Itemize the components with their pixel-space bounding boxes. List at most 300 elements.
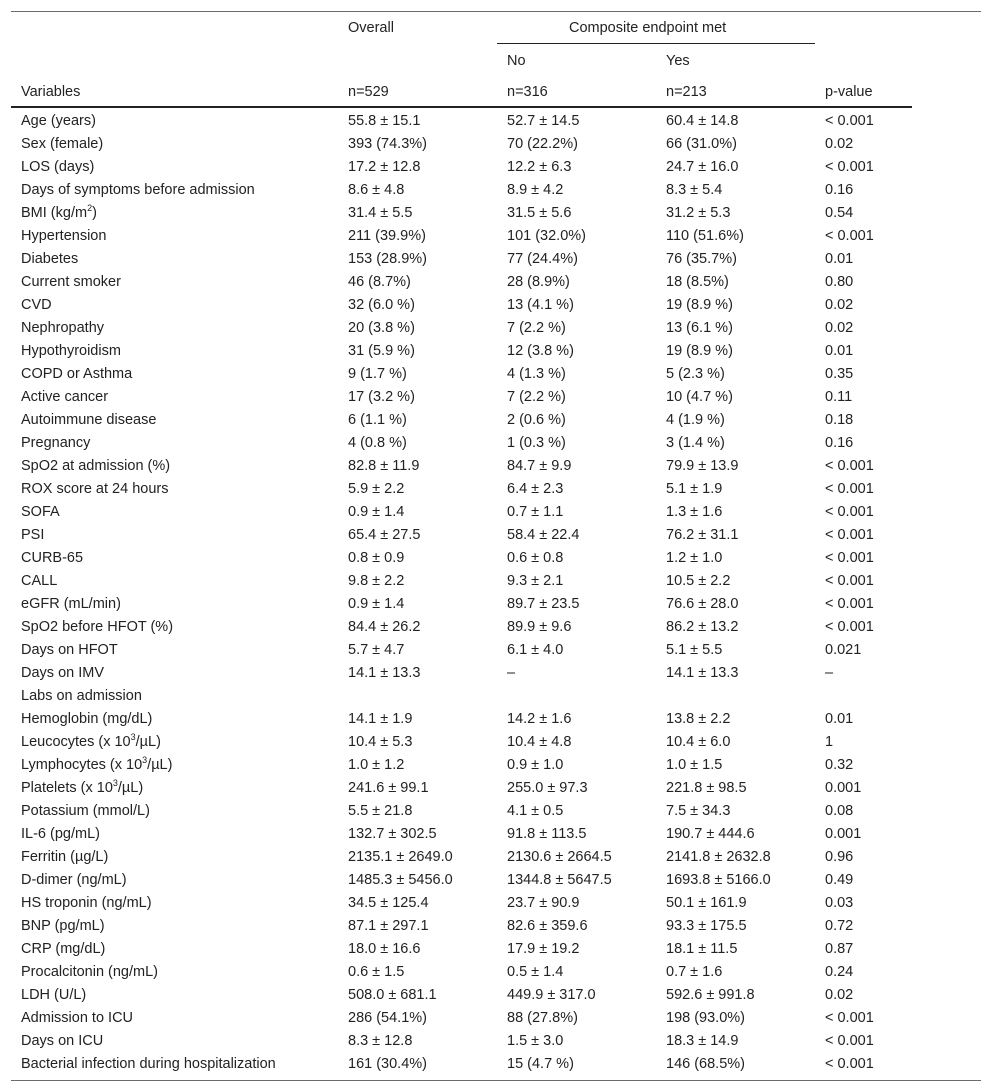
cell-variable (21, 893, 152, 913)
cell-pvalue: 0.32 (825, 757, 854, 773)
table-row (0, 248, 992, 271)
cell-no: 12 (3.8 %) (507, 343, 574, 359)
cell-variable (21, 640, 118, 660)
cell-no: 52.7 ± 14.5 (507, 113, 580, 129)
cell-pvalue: 0.80 (825, 274, 854, 290)
cell-no: 255.0 ± 97.3 (507, 780, 588, 796)
variable-label: Days on IMV (21, 665, 104, 681)
cell-variable (21, 663, 104, 683)
cell-variable (21, 617, 173, 637)
cell-variable (21, 985, 86, 1005)
variable-label: Lymphocytes (x 10 (21, 757, 143, 773)
variable-label: Sex (female) (21, 136, 104, 152)
cell-pvalue: 0.01 (825, 343, 854, 359)
cell-overall: 132.7 ± 302.5 (348, 826, 437, 842)
cell-pvalue: 0.02 (825, 136, 854, 152)
cell-variable (21, 272, 121, 292)
variable-label-tail: /µL) (147, 757, 173, 773)
cell-overall: 153 (28.9%) (348, 251, 427, 267)
cell-pvalue: < 0.001 (825, 573, 874, 589)
cell-overall: 0.9 ± 1.4 (348, 596, 405, 612)
variable-label: Hemoglobin (mg/dL) (21, 711, 153, 727)
cell-pvalue: < 0.001 (825, 113, 874, 129)
header-n-overall: n=529 (348, 84, 389, 100)
table-row (0, 340, 992, 363)
cell-variable (21, 479, 169, 499)
cell-no: 58.4 ± 22.4 (507, 527, 580, 543)
table-row (0, 662, 992, 685)
cell-variable (21, 870, 127, 890)
cell-yes: 60.4 ± 14.8 (666, 113, 739, 129)
table-row (0, 869, 992, 892)
cell-variable (21, 686, 142, 706)
cell-variable (21, 1031, 103, 1051)
variable-label: LOS (days) (21, 159, 95, 175)
cell-no: 8.9 ± 4.2 (507, 182, 564, 198)
cell-pvalue: < 0.001 (825, 1033, 874, 1049)
cell-pvalue: < 0.001 (825, 1010, 874, 1026)
cell-no: 10.4 ± 4.8 (507, 734, 572, 750)
variable-label-tail: /µL) (117, 780, 144, 796)
table-body (0, 110, 992, 1076)
cell-overall: 31.4 ± 5.5 (348, 205, 413, 221)
cell-yes: 86.2 ± 13.2 (666, 619, 739, 635)
header-group: Composite endpoint met (569, 20, 727, 36)
cell-variable (21, 916, 105, 936)
cell-variable (21, 732, 161, 752)
cell-yes: 1.3 ± 1.6 (666, 504, 723, 520)
cell-yes: 592.6 ± 991.8 (666, 987, 755, 1003)
variable-label: BMI (kg/m (21, 205, 88, 221)
cell-variable (21, 801, 150, 821)
cell-no: 2 (0.6 %) (507, 412, 566, 428)
cell-variable (21, 157, 94, 177)
variable-label: Platelets (x 10 (21, 780, 113, 796)
cell-pvalue: 0.001 (825, 780, 862, 796)
cell-variable (21, 387, 108, 407)
cell-variable (21, 939, 105, 959)
cell-no: 6.1 ± 4.0 (507, 642, 564, 658)
variable-label: D-dimer (ng/mL) (21, 872, 127, 888)
cell-overall: 5.5 ± 21.8 (348, 803, 413, 819)
cell-overall: 9 (1.7 %) (348, 366, 407, 382)
cell-overall: 5.7 ± 4.7 (348, 642, 405, 658)
cell-pvalue: < 0.001 (825, 228, 874, 244)
table-row (0, 731, 992, 754)
cell-no: 77 (24.4%) (507, 251, 578, 267)
variable-label: CRP (mg/dL) (21, 941, 106, 957)
variable-label: Current smoker (21, 274, 121, 290)
table-row (0, 685, 992, 708)
cell-pvalue: 0.16 (825, 182, 854, 198)
cell-variable (21, 180, 255, 200)
table-row (0, 800, 992, 823)
cell-overall: 161 (30.4%) (348, 1056, 427, 1072)
cell-yes: 66 (31.0%) (666, 136, 737, 152)
cell-overall: 84.4 ± 26.2 (348, 619, 421, 635)
table-row (0, 294, 992, 317)
cell-no: 17.9 ± 19.2 (507, 941, 580, 957)
cell-variable (21, 755, 172, 775)
table-row (0, 915, 992, 938)
variable-label: ROX score at 24 hours (21, 481, 169, 497)
cell-overall: 18.0 ± 16.6 (348, 941, 421, 957)
table-row (0, 938, 992, 961)
table-row (0, 1030, 992, 1053)
cell-pvalue: 0.96 (825, 849, 854, 865)
cell-overall: 31 (5.9 %) (348, 343, 415, 359)
cell-yes: 14.1 ± 13.3 (666, 665, 739, 681)
cell-variable (21, 341, 121, 361)
variable-label: LDH (U/L) (21, 987, 87, 1003)
variable-label: Autoimmune disease (21, 412, 157, 428)
cell-overall: 8.3 ± 12.8 (348, 1033, 413, 1049)
cell-overall: 46 (8.7%) (348, 274, 411, 290)
cell-variable (21, 433, 90, 453)
cell-yes: 1693.8 ± 5166.0 (666, 872, 771, 888)
cell-no: 70 (22.2%) (507, 136, 578, 152)
cell-yes: 31.2 ± 5.3 (666, 205, 731, 221)
cell-pvalue: 0.001 (825, 826, 862, 842)
table-bottom-rule (11, 1080, 981, 1081)
variable-label: Days on ICU (21, 1033, 104, 1049)
table-row (0, 823, 992, 846)
variable-label: eGFR (mL/min) (21, 596, 121, 612)
table-row (0, 593, 992, 616)
cell-no: 1.5 ± 3.0 (507, 1033, 564, 1049)
cell-no: 101 (32.0%) (507, 228, 586, 244)
cell-yes: 24.7 ± 16.0 (666, 159, 739, 175)
table-top-rule (11, 11, 981, 12)
cell-yes: 10.4 ± 6.0 (666, 734, 731, 750)
cell-yes: 79.9 ± 13.9 (666, 458, 739, 474)
table-row (0, 409, 992, 432)
cell-pvalue: 0.02 (825, 320, 854, 336)
cell-yes: 18 (8.5%) (666, 274, 729, 290)
variable-label: Nephropathy (21, 320, 105, 336)
cell-no: 15 (4.7 %) (507, 1056, 574, 1072)
variable-label: PSI (21, 527, 45, 543)
cell-overall: 2135.1 ± 2649.0 (348, 849, 453, 865)
cell-pvalue: < 0.001 (825, 527, 874, 543)
cell-overall: 34.5 ± 125.4 (348, 895, 429, 911)
table-row (0, 570, 992, 593)
cell-overall: 17.2 ± 12.8 (348, 159, 421, 175)
cell-pvalue: 0.87 (825, 941, 854, 957)
cell-yes: 190.7 ± 444.6 (666, 826, 755, 842)
variable-label: SpO2 before HFOT (%) (21, 619, 174, 635)
table-row (0, 179, 992, 202)
cell-no: 13 (4.1 %) (507, 297, 574, 313)
cell-yes: 110 (51.6%) (666, 228, 744, 244)
cell-yes: 7.5 ± 34.3 (666, 803, 731, 819)
cell-overall: 1.0 ± 1.2 (348, 757, 405, 773)
cell-pvalue: < 0.001 (825, 504, 874, 520)
cell-no: 31.5 ± 5.6 (507, 205, 572, 221)
cell-overall: 65.4 ± 27.5 (348, 527, 421, 543)
table-row (0, 455, 992, 478)
table-row (0, 639, 992, 662)
variable-label: IL-6 (pg/mL) (21, 826, 100, 842)
cell-overall: 14.1 ± 13.3 (348, 665, 421, 681)
cell-overall: 87.1 ± 297.1 (348, 918, 429, 934)
variable-label: Active cancer (21, 389, 109, 405)
cell-yes: 1.0 ± 1.5 (666, 757, 723, 773)
cell-pvalue: 0.01 (825, 251, 854, 267)
cell-variable (21, 249, 78, 269)
cell-yes: 2141.8 ± 2632.8 (666, 849, 771, 865)
variable-label: CVD (21, 297, 52, 313)
cell-no: 9.3 ± 2.1 (507, 573, 564, 589)
cell-no: 1 (0.3 %) (507, 435, 566, 451)
variable-label: Procalcitonin (ng/mL) (21, 964, 158, 980)
cell-overall: 5.9 ± 2.2 (348, 481, 405, 497)
cell-pvalue: 0.49 (825, 872, 854, 888)
cell-yes: 8.3 ± 5.4 (666, 182, 723, 198)
variable-label-tail: ) (92, 205, 97, 221)
cell-overall: 14.1 ± 1.9 (348, 711, 413, 727)
cell-yes: 1.2 ± 1.0 (666, 550, 723, 566)
variable-label: Ferritin (µg/L) (21, 849, 109, 865)
cell-yes: 3 (1.4 %) (666, 435, 725, 451)
cell-yes: 221.8 ± 98.5 (666, 780, 747, 796)
cell-variable (21, 824, 100, 844)
cell-no: 91.8 ± 113.5 (507, 826, 587, 842)
variable-label: Age (years) (21, 113, 96, 129)
cell-yes: 13.8 ± 2.2 (666, 711, 731, 727)
cell-overall: 20 (3.8 %) (348, 320, 415, 336)
cell-no: 4 (1.3 %) (507, 366, 566, 382)
cell-yes: 10 (4.7 %) (666, 389, 733, 405)
cell-variable (21, 456, 170, 476)
cell-overall: 8.6 ± 4.8 (348, 182, 405, 198)
cell-no: 0.5 ± 1.4 (507, 964, 564, 980)
variable-superscript: 3 (130, 732, 136, 743)
cell-overall: 9.8 ± 2.2 (348, 573, 405, 589)
cell-overall: 4 (0.8 %) (348, 435, 407, 451)
cell-no: 1344.8 ± 5647.5 (507, 872, 612, 888)
cell-variable (21, 778, 143, 798)
cell-yes: 19 (8.9 %) (666, 343, 733, 359)
table-row (0, 1007, 992, 1030)
cell-pvalue: 0.02 (825, 987, 854, 1003)
cell-overall: 32 (6.0 %) (348, 297, 415, 313)
cell-variable (21, 410, 156, 430)
cell-no: 88 (27.8%) (507, 1010, 578, 1026)
cell-yes: 50.1 ± 161.9 (666, 895, 747, 911)
variable-label: Diabetes (21, 251, 79, 267)
table-row (0, 271, 992, 294)
cell-variable (21, 502, 60, 522)
table-row (0, 524, 992, 547)
table-row (0, 478, 992, 501)
cell-no: 449.9 ± 317.0 (507, 987, 596, 1003)
variable-label: SpO2 at admission (%) (21, 458, 171, 474)
cell-pvalue: 1 (825, 734, 834, 750)
cell-variable (21, 111, 96, 131)
header-pvalue: p-value (825, 84, 873, 100)
cell-yes: 5.1 ± 1.9 (666, 481, 723, 497)
cell-yes: 13 (6.1 %) (666, 320, 733, 336)
variable-label: Days of symptoms before admission (21, 182, 255, 198)
cell-pvalue: 0.11 (825, 389, 853, 405)
cell-pvalue: 0.021 (825, 642, 862, 658)
table-row (0, 432, 992, 455)
cell-variable (21, 709, 152, 729)
group-header-rule (497, 43, 815, 44)
variable-superscript: 3 (142, 755, 148, 766)
cell-no: 28 (8.9%) (507, 274, 570, 290)
cell-yes: 93.3 ± 175.5 (666, 918, 747, 934)
header-overall: Overall (348, 20, 394, 36)
cell-overall: 0.9 ± 1.4 (348, 504, 405, 520)
variable-label: Leucocytes (x 10 (21, 734, 131, 750)
cell-yes: 18.3 ± 14.9 (666, 1033, 739, 1049)
cell-overall: 17 (3.2 %) (348, 389, 415, 405)
header-variables: Variables (21, 84, 81, 100)
variable-label: SOFA (21, 504, 60, 520)
cell-yes: 76.6 ± 28.0 (666, 596, 739, 612)
variable-label: BNP (pg/mL) (21, 918, 105, 934)
table-row (0, 1053, 992, 1076)
cell-pvalue: < 0.001 (825, 596, 874, 612)
cell-no: 7 (2.2 %) (507, 320, 566, 336)
cell-no: 84.7 ± 9.9 (507, 458, 572, 474)
cell-no: 0.6 ± 0.8 (507, 550, 564, 566)
cell-overall: 508.0 ± 681.1 (348, 987, 437, 1003)
cell-pvalue: < 0.001 (825, 481, 874, 497)
variable-label: CALL (21, 573, 58, 589)
table-row (0, 754, 992, 777)
cell-yes: 19 (8.9 %) (666, 297, 733, 313)
cell-variable (21, 548, 83, 568)
cell-pvalue: < 0.001 (825, 458, 874, 474)
cell-yes: 76.2 ± 31.1 (666, 527, 739, 543)
cell-yes: 0.7 ± 1.6 (666, 964, 723, 980)
variable-label: COPD or Asthma (21, 366, 133, 382)
cell-pvalue: < 0.001 (825, 550, 874, 566)
header-n-yes: n=213 (666, 84, 707, 100)
variable-label-tail: /µL) (135, 734, 161, 750)
table-row (0, 616, 992, 639)
cell-yes: 5 (2.3 %) (666, 366, 725, 382)
table-row (0, 892, 992, 915)
cell-yes: 10.5 ± 2.2 (666, 573, 731, 589)
cell-pvalue: < 0.001 (825, 159, 874, 175)
cell-variable (21, 594, 121, 614)
table-row (0, 133, 992, 156)
variable-superscript: 3 (112, 778, 118, 789)
cell-overall: 0.6 ± 1.5 (348, 964, 405, 980)
cell-yes: 146 (68.5%) (666, 1056, 745, 1072)
variable-superscript: 2 (87, 203, 93, 214)
cell-overall: 241.6 ± 99.1 (348, 780, 429, 796)
header-no: No (507, 53, 526, 69)
cell-variable (21, 318, 104, 338)
cell-pvalue: 0.54 (825, 205, 854, 221)
cell-pvalue: – (825, 665, 834, 681)
cell-overall: 55.8 ± 15.1 (348, 113, 421, 129)
cell-variable (21, 525, 44, 545)
cell-yes: 4 (1.9 %) (666, 412, 725, 428)
cell-yes: 5.1 ± 5.5 (666, 642, 723, 658)
cell-pvalue: 0.08 (825, 803, 854, 819)
cell-variable (21, 295, 52, 315)
variable-label: Days on HFOT (21, 642, 118, 658)
cell-variable (21, 962, 158, 982)
table-row (0, 386, 992, 409)
table-row (0, 110, 992, 133)
table-row (0, 363, 992, 386)
cell-pvalue: 0.35 (825, 366, 854, 382)
cell-no: 89.7 ± 23.5 (507, 596, 580, 612)
variable-label: Potassium (mmol/L) (21, 803, 150, 819)
cell-overall: 10.4 ± 5.3 (348, 734, 413, 750)
cell-variable (21, 1054, 276, 1074)
cell-yes: 198 (93.0%) (666, 1010, 745, 1026)
cell-pvalue: 0.18 (825, 412, 854, 428)
cell-variable (21, 203, 97, 223)
cell-overall: 0.8 ± 0.9 (348, 550, 405, 566)
cell-no: – (507, 665, 516, 681)
cell-overall: 82.8 ± 11.9 (348, 458, 420, 474)
table-row (0, 225, 992, 248)
cell-overall: 6 (1.1 %) (348, 412, 407, 428)
variable-label: HS troponin (ng/mL) (21, 895, 152, 911)
cell-variable (21, 364, 132, 384)
table-row (0, 202, 992, 225)
cell-overall: 393 (74.3%) (348, 136, 427, 152)
variable-label: Pregnancy (21, 435, 91, 451)
cell-pvalue: 0.24 (825, 964, 854, 980)
cell-pvalue: 0.72 (825, 918, 854, 934)
cell-variable (21, 226, 106, 246)
cell-no: 6.4 ± 2.3 (507, 481, 564, 497)
cell-no: 0.7 ± 1.1 (507, 504, 564, 520)
table-row (0, 846, 992, 869)
variable-label: Bacterial infection during hospitalization (21, 1056, 276, 1072)
cell-pvalue: 0.02 (825, 297, 854, 313)
variable-label: Hypothyroidism (21, 343, 121, 359)
variable-label: Hypertension (21, 228, 107, 244)
cell-variable (21, 847, 108, 867)
cell-yes: 76 (35.7%) (666, 251, 737, 267)
cell-overall: 1485.3 ± 5456.0 (348, 872, 453, 888)
header-bottom-rule (11, 106, 912, 108)
variable-label: Admission to ICU (21, 1010, 134, 1026)
cell-variable (21, 1008, 133, 1028)
cell-pvalue: < 0.001 (825, 619, 874, 635)
table-row (0, 317, 992, 340)
cell-variable (21, 571, 57, 591)
table-row (0, 984, 992, 1007)
cell-no: 2130.6 ± 2664.5 (507, 849, 612, 865)
cell-no: 23.7 ± 90.9 (507, 895, 580, 911)
cell-variable (21, 134, 103, 154)
variable-label: CURB-65 (21, 550, 84, 566)
cell-yes: 18.1 ± 11.5 (666, 941, 738, 957)
cell-no: 7 (2.2 %) (507, 389, 566, 405)
cell-no: 0.9 ± 1.0 (507, 757, 564, 773)
cell-pvalue: 0.03 (825, 895, 854, 911)
header-yes: Yes (666, 53, 690, 69)
cell-no: 4.1 ± 0.5 (507, 803, 564, 819)
cell-no: 12.2 ± 6.3 (507, 159, 572, 175)
cell-overall: 211 (39.9%) (348, 228, 426, 244)
cell-no: 89.9 ± 9.6 (507, 619, 572, 635)
cell-no: 14.2 ± 1.6 (507, 711, 572, 727)
table-row (0, 777, 992, 800)
